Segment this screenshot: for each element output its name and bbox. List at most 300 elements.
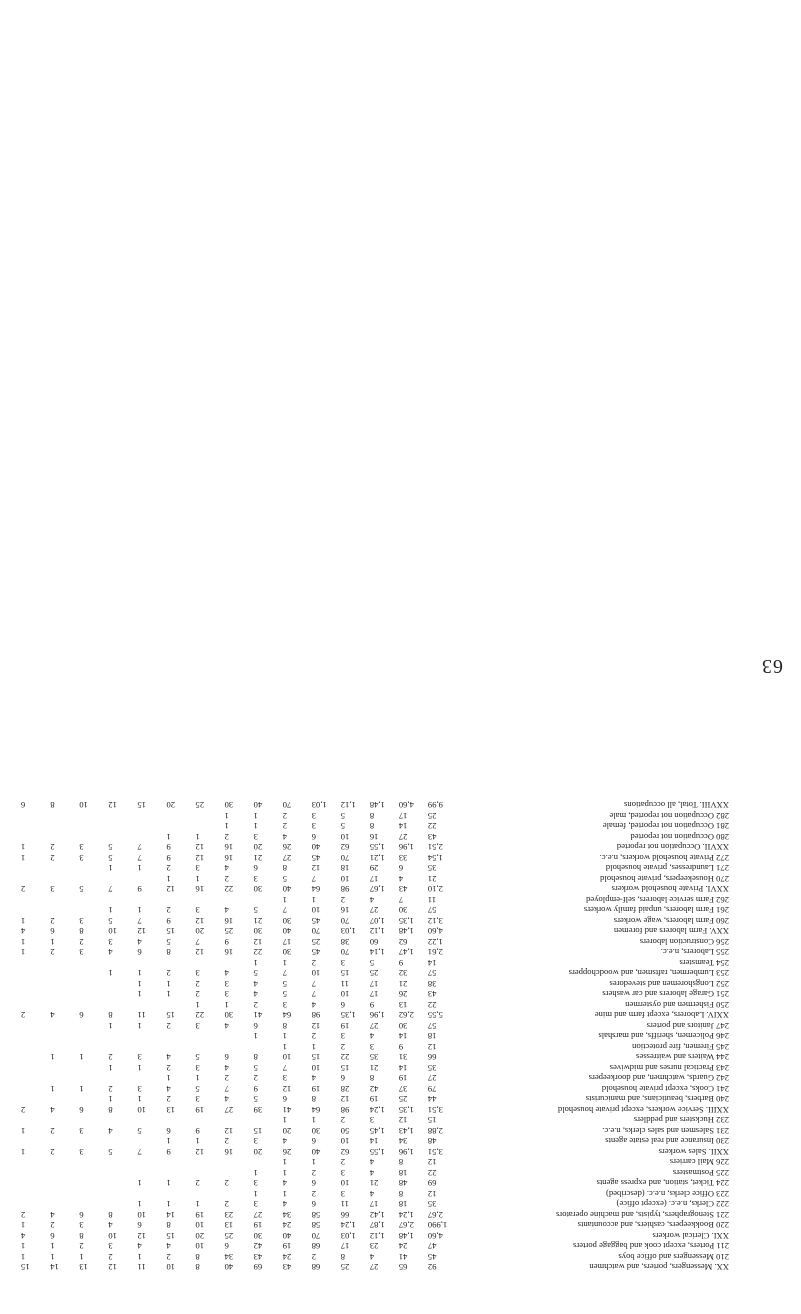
table-cell: 40 [282, 1230, 292, 1241]
table-cell: 1 [21, 1241, 26, 1251]
occupation-label: 254 Teamsters [679, 957, 729, 968]
table-cell: 1 [282, 894, 287, 905]
table-cell: 16 [224, 947, 234, 957]
table-row [19, 1199, 731, 1210]
table-row [19, 1241, 731, 1252]
table-cell: 3 [311, 810, 316, 821]
table-cell [106, 1136, 135, 1147]
table-cell: 5 [108, 915, 113, 926]
occupation-label: 231 Salesmen and sales clerks, n.e.c. [602, 1125, 729, 1136]
table-cell: 70 [340, 852, 350, 863]
table-cell [19, 863, 48, 874]
table-cell: 27 [369, 1020, 379, 1031]
table-cell: 1 [137, 1020, 142, 1031]
occupation-label: 241 Cooks, except private household [601, 1083, 729, 1094]
table-row [19, 1188, 731, 1199]
table-row [19, 1020, 731, 1031]
table-cell: 1,24 [340, 1220, 356, 1230]
table-cell [106, 894, 135, 905]
table-row [19, 1209, 731, 1220]
table-cell: 41 [282, 1104, 292, 1115]
table-cell [48, 1178, 77, 1189]
occupation-label: 225 Postmasters [672, 1167, 729, 1178]
table-cell: 1 [166, 873, 171, 884]
table-cell: 43 [427, 989, 437, 999]
table-cell: 5 [195, 1083, 200, 1094]
table-cell: 2 [79, 936, 84, 947]
table-cell: 12 [137, 1230, 146, 1241]
table-cell [48, 831, 77, 842]
table-cell: 1 [311, 894, 316, 905]
table-cell: 6 [311, 1136, 316, 1146]
table-cell: 14 [398, 1062, 408, 1073]
table-cell: 70 [282, 800, 292, 810]
table-cell: 4,60 [398, 800, 414, 810]
occupation-label: 243 Practical nurses and midwives [609, 1062, 729, 1073]
table-cell [106, 1167, 135, 1178]
table-cell: 27 [253, 1209, 263, 1220]
table-cell: 57 [427, 1020, 437, 1031]
table-cell: 6 [224, 1052, 229, 1062]
occupation-label: 272 Private household workers, n.e.c. [599, 852, 729, 863]
table-cell: 4 [369, 1031, 375, 1041]
table-cell: 1 [137, 905, 142, 915]
table-cell: 8 [195, 1262, 200, 1272]
table-cell: 40 [253, 800, 263, 810]
table-cell [48, 873, 77, 884]
table-cell: 1,45 [369, 1125, 385, 1136]
table-cell: 30 [253, 1230, 263, 1241]
table-cell: 12 [137, 926, 146, 936]
table-cell: 6 [137, 1220, 142, 1230]
table-cell: 2,67 [398, 1220, 414, 1230]
table-cell: 1 [195, 1136, 200, 1146]
table-cell: 3,12 [427, 915, 443, 926]
table-cell [77, 905, 106, 916]
table-cell: 1 [166, 1178, 171, 1188]
table-row [19, 1104, 731, 1115]
table-cell: 22 [340, 1052, 350, 1062]
table-cell: 69 [253, 1262, 263, 1272]
table-cell: 3 [79, 1125, 84, 1136]
table-cell: 8 [79, 1230, 84, 1241]
table-cell: 1 [108, 1062, 113, 1073]
table-body [19, 800, 731, 1273]
table-cell [19, 1178, 48, 1189]
table-cell: 10 [311, 905, 321, 915]
table-cell: 1,07 [369, 915, 385, 926]
table-cell [48, 957, 77, 968]
table-row [19, 1262, 731, 1273]
table-cell: 1 [253, 1188, 258, 1199]
table-cell [48, 1073, 77, 1084]
table-cell: 13 [398, 999, 408, 1010]
table-cell: 3,51 [427, 1146, 443, 1157]
table-row [19, 1220, 731, 1231]
table-cell [164, 821, 193, 832]
table-cell: 3 [253, 873, 258, 884]
table-cell: 16 [224, 842, 234, 852]
table-cell: 44 [427, 1094, 437, 1104]
table-cell: 23 [224, 1209, 234, 1220]
table-cell: 20 [253, 842, 263, 852]
table-cell: 5 [108, 852, 113, 863]
table-cell: 4,60 [427, 1230, 443, 1241]
table-cell: 18 [340, 863, 350, 873]
table-row [19, 873, 731, 884]
table-cell: 9 [224, 936, 229, 947]
occupation-label: XXV. Farm laborers and foremen [613, 926, 729, 936]
table-cell [48, 810, 77, 821]
table-cell: 4 [369, 1251, 375, 1262]
table-cell: 1,42 [369, 1209, 385, 1220]
table-cell: 41 [398, 1251, 408, 1262]
table-cell: 6 [224, 1241, 229, 1251]
table-cell: 15 [166, 1010, 176, 1020]
table-cell: 6 [50, 1230, 55, 1241]
table-cell: 68 [311, 1262, 321, 1272]
table-cell: 3 [311, 821, 316, 831]
table-cell: 1,47 [398, 947, 414, 957]
table-cell [48, 1167, 77, 1178]
table-cell: 8 [166, 1220, 171, 1230]
occupation-label: 281 Occupation not reported, female [602, 821, 729, 831]
table-cell: 34 [282, 1209, 292, 1220]
table-cell: 1 [282, 1115, 287, 1125]
table-cell: 1 [195, 1073, 200, 1083]
table-cell: 32 [398, 968, 408, 978]
table-cell: 6 [253, 1020, 258, 1031]
table-cell: 30 [224, 1010, 234, 1020]
table-cell: 4 [282, 831, 287, 842]
table-row [19, 1083, 731, 1094]
table-cell [164, 1167, 193, 1178]
table-cell: 47 [427, 1241, 437, 1251]
occupation-label: 222 Clerks, n.e.c. (except office) [616, 1199, 729, 1209]
table-cell: 43 [253, 1251, 263, 1262]
table-cell: 10 [340, 1178, 350, 1188]
table-row [19, 1167, 731, 1178]
table-cell: 3 [108, 936, 113, 947]
table-cell: 3 [195, 1062, 200, 1073]
table-cell [19, 1083, 48, 1094]
table-row [19, 947, 731, 958]
table-cell: 8 [369, 1073, 375, 1083]
table-cell [77, 968, 106, 979]
table-cell: 6 [311, 1178, 316, 1188]
table-cell: 4 [137, 936, 142, 947]
table-cell [135, 1031, 164, 1042]
table-cell: 98 [311, 1010, 321, 1020]
table-cell: 3 [195, 1020, 200, 1031]
table-cell: 25 [340, 1262, 350, 1272]
table-cell [48, 1115, 77, 1126]
table-cell [106, 1073, 135, 1084]
table-cell: 3 [195, 905, 200, 915]
table-cell [77, 821, 106, 832]
table-cell: 2 [166, 1251, 171, 1262]
table-cell [48, 978, 77, 989]
table-cell: 66 [340, 1209, 350, 1220]
table-cell: 1 [108, 863, 113, 873]
table-cell: 11 [340, 978, 350, 989]
table-cell: 9 [398, 957, 404, 968]
table-cell: 7 [137, 852, 142, 863]
table-cell: 21 [253, 915, 263, 926]
table-cell [223, 1041, 252, 1052]
occupation-label: 223 Office clerks, n.e.c. (described) [606, 1188, 729, 1199]
table-cell: 5 [108, 1146, 113, 1157]
table-cell [135, 1041, 164, 1052]
table-cell: 70 [311, 926, 321, 936]
table-cell: 4 [369, 1167, 375, 1178]
table-cell: 12 [166, 884, 176, 894]
occupation-label: XXI. Clerical workers [652, 1230, 729, 1241]
table-cell: 1 [166, 1073, 171, 1083]
table-cell [77, 978, 106, 989]
table-cell: 2 [340, 1115, 346, 1125]
table-cell [164, 810, 193, 821]
table-cell: 15 [311, 1052, 321, 1062]
table-cell: 1,96 [369, 1010, 385, 1020]
occupation-label: 270 Housekeepers, private household [600, 873, 729, 884]
table-cell: 7 [398, 894, 404, 905]
table-cell [48, 863, 77, 874]
table-cell: 64 [311, 884, 321, 894]
table-cell: 6 [166, 1125, 171, 1136]
table-cell: 20 [253, 1146, 263, 1157]
table-cell [106, 1041, 135, 1052]
table-cell: 2 [108, 1052, 113, 1062]
table-cell: 1 [282, 1157, 287, 1167]
occupation-label: 242 Guards, watchmen, and doorkeepers [588, 1073, 729, 1083]
table-cell: 4 [398, 873, 404, 884]
table-cell: 1 [79, 1251, 84, 1262]
table-cell: 4 [137, 1241, 142, 1251]
table-cell: 2 [50, 915, 55, 926]
table-cell: 30 [253, 884, 263, 894]
table-cell: 1,12 [369, 1230, 385, 1241]
table-cell: 5,55 [427, 1010, 443, 1020]
table-cell: 16 [195, 884, 205, 894]
table-cell: 34 [224, 1251, 234, 1262]
occupation-label: 251 Garage laborers and car washers [602, 989, 729, 999]
table-cell: 2 [50, 842, 55, 852]
table-cell: 15 [253, 1125, 263, 1136]
table-cell: 10 [340, 1136, 350, 1146]
table-cell [106, 1188, 135, 1199]
table-cell: 3 [253, 1199, 258, 1209]
table-cell: 30 [224, 800, 234, 810]
table-cell: 7 [108, 884, 113, 894]
table-cell [77, 1115, 106, 1126]
table-cell: 15 [340, 968, 350, 978]
table-cell: 5 [282, 978, 287, 989]
table-cell: 65 [398, 1262, 408, 1272]
table-cell [19, 1031, 48, 1042]
table-cell: 12 [311, 863, 321, 873]
table-cell: 2 [195, 1178, 200, 1188]
table-cell: 79 [427, 1083, 437, 1094]
table-cell [106, 1115, 135, 1126]
table-cell [106, 1199, 135, 1210]
table-cell: 57 [427, 968, 437, 978]
table-cell: 1 [50, 1052, 55, 1062]
table-cell: 4 [166, 1241, 171, 1251]
table-cell: 20 [195, 1230, 205, 1241]
table-cell [77, 957, 106, 968]
table-cell: 19 [340, 1020, 350, 1031]
table-cell: 15 [340, 1062, 350, 1073]
table-row [19, 1251, 731, 1262]
table-cell: 2 [108, 1251, 113, 1262]
table-cell: 2 [340, 894, 346, 905]
table-cell: 12 [108, 1262, 117, 1272]
table-row [19, 989, 731, 1000]
table-cell: 4 [166, 1083, 171, 1094]
table-cell: 8 [282, 1020, 287, 1031]
table-cell: 1 [253, 1031, 258, 1041]
table-cell: 3 [137, 1052, 142, 1062]
table-cell: 8 [253, 1052, 258, 1062]
table-cell: 25 [224, 1230, 234, 1241]
table-cell: 50 [340, 1125, 350, 1136]
table-cell: 2 [340, 1157, 346, 1167]
table-cell [77, 1020, 106, 1031]
table-cell: 10 [311, 1062, 321, 1073]
table-cell: 40 [311, 1146, 321, 1157]
table-cell: 8 [108, 1104, 113, 1115]
table-cell [19, 1157, 48, 1168]
table-row [19, 1157, 731, 1168]
table-cell: 1 [311, 1157, 316, 1167]
table-cell: 3 [340, 957, 346, 968]
table-cell [252, 1157, 281, 1168]
table-row [19, 852, 731, 863]
table-cell: 4 [311, 999, 316, 1010]
table-cell: 58 [311, 1209, 321, 1220]
table-cell: 2 [21, 1104, 26, 1115]
table-cell: 3 [253, 1136, 258, 1146]
table-row [19, 915, 731, 926]
table-cell: 37 [398, 1083, 408, 1094]
table-cell: 70 [340, 947, 350, 957]
occupation-label: 282 Occupation not reported, male [609, 810, 729, 821]
table-cell [48, 1062, 77, 1073]
table-row [19, 1041, 731, 1052]
table-cell [106, 989, 135, 1000]
table-cell: 4,60 [427, 926, 443, 936]
table-cell: 2 [224, 1073, 229, 1083]
table-cell: 27 [224, 1104, 234, 1115]
table-cell: 1 [311, 1041, 316, 1052]
table-cell: 30 [282, 947, 292, 957]
table-cell: 2 [253, 1073, 258, 1083]
table-cell: 5 [282, 873, 287, 884]
table-cell: 22 [224, 884, 234, 894]
table-cell: 64 [282, 1010, 292, 1020]
table-cell [48, 905, 77, 916]
table-cell: 2 [340, 1041, 346, 1052]
table-cell: 2 [311, 1188, 316, 1199]
table-cell: 57 [427, 905, 437, 915]
table-cell: 1 [282, 1041, 287, 1052]
table-cell: 2 [282, 821, 287, 831]
table-cell [135, 999, 164, 1010]
table-cell: 1 [21, 1125, 26, 1136]
table-cell: 4 [224, 1020, 229, 1031]
occupation-label: 210 Messengers and office boys [618, 1251, 729, 1262]
table-cell: 5 [253, 1062, 258, 1073]
table-cell: 19 [253, 1220, 263, 1230]
table-cell: 3 [340, 1167, 346, 1178]
table-row [19, 978, 731, 989]
table-cell: 2 [224, 873, 229, 884]
table-cell: 10 [195, 1241, 205, 1251]
table-row [19, 1073, 731, 1084]
table-cell: 2 [108, 1083, 113, 1094]
table-cell: 13 [166, 1104, 176, 1115]
table-cell [135, 1167, 164, 1178]
table-cell [194, 1115, 223, 1126]
table-cell: 6 [137, 947, 142, 957]
table-cell: 1 [137, 1178, 142, 1188]
table-cell [77, 989, 106, 1000]
table-cell: 1 [311, 1115, 316, 1125]
occupation-label: 271 Laundresses, private household [605, 863, 729, 873]
table-cell: 5 [195, 1052, 200, 1062]
table-cell: 7 [311, 873, 316, 884]
table-cell: 1,48 [398, 1230, 414, 1241]
table-cell: 21 [369, 1062, 379, 1073]
table-cell: 40 [282, 884, 292, 894]
table-cell: 17 [340, 1241, 350, 1251]
table-cell [106, 821, 135, 832]
table-cell: 1,990 [427, 1220, 448, 1230]
table-cell: 2 [224, 831, 229, 842]
table-row [19, 1115, 731, 1126]
table-cell: 23 [369, 1241, 379, 1251]
table-cell: 38 [340, 936, 350, 947]
table-cell: 68 [311, 1241, 321, 1251]
table-cell [194, 1167, 223, 1178]
table-cell: 14 [369, 1136, 379, 1146]
table-cell: 1 [21, 936, 26, 947]
occupation-label: 253 Lumbermen, raftsmen, and woodchoppers [568, 968, 729, 978]
table-cell: 5 [253, 968, 258, 978]
table-cell: 1,48 [398, 926, 414, 936]
table-cell: 19 [195, 1104, 205, 1115]
table-cell: 5 [108, 842, 113, 852]
table-cell: 8 [166, 947, 171, 957]
table-cell [106, 831, 135, 842]
table-cell [252, 1115, 281, 1126]
table-cell: 10 [340, 989, 350, 999]
table-cell: 3 [340, 1188, 346, 1199]
table-cell [19, 1062, 48, 1073]
table-cell: 2 [166, 863, 171, 873]
table-cell: 18 [398, 1199, 408, 1209]
table-cell: 1 [137, 1094, 142, 1104]
table-cell: 17 [282, 936, 292, 947]
table-cell: 3 [50, 884, 55, 894]
table-cell [164, 1188, 193, 1199]
table-row [19, 1052, 731, 1063]
table-cell: 3 [79, 842, 84, 852]
table-cell: 12 [195, 1146, 205, 1157]
table-cell [135, 821, 164, 832]
table-cell: 15 [21, 1262, 30, 1272]
